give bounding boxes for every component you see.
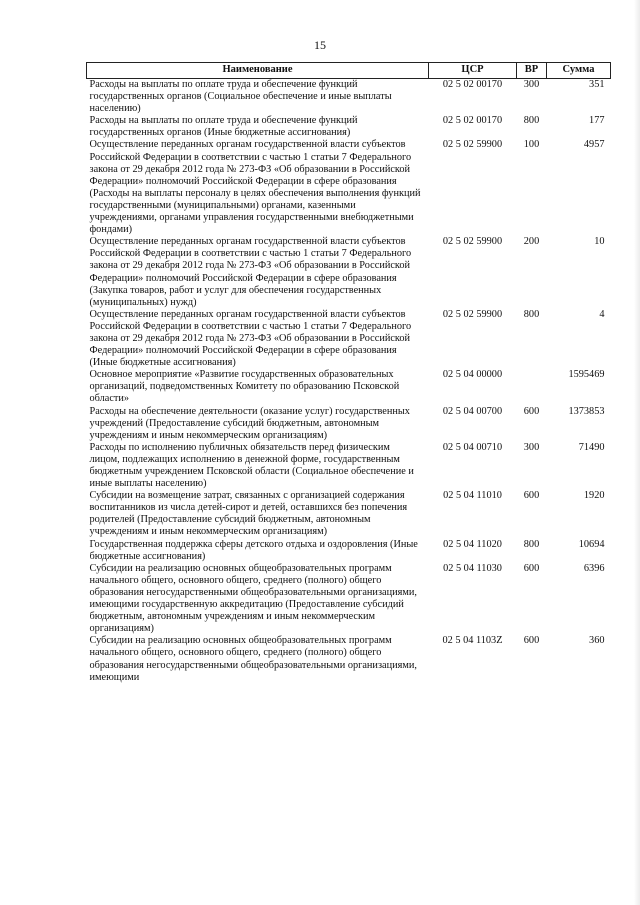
- row-csr: 02 5 04 00700: [442, 405, 503, 417]
- row-sum: 71490: [578, 441, 605, 453]
- row-sum: 6396: [583, 562, 605, 574]
- row-name: Осуществление переданных органам государственной власти субъектов Российской Федерации в соответствии с частью 1 статьи 7 Федерального закона от 29 декабря 2012 года № 273-ФЗ «Об образовании в Российской Федерации» полномочий Российской Федерации в сфере образования (Расходы на выплаты персоналу в целях обеспечения выполнения функций государственными (муниципальными) органами, казенными учреждениями, органами управления государственными внебюджетными фондами): [89, 139, 421, 236]
- row-sum: 4957: [583, 139, 605, 151]
- row-vr: [517, 369, 547, 405]
- page-number: 15: [314, 38, 326, 52]
- budget-table: [86, 62, 611, 684]
- row-vr: 100: [523, 139, 540, 151]
- row-name: Субсидии на возмещение затрат, связанных с организацией содержания воспитанников из числа детей-сирот и детей, оставшихся без попечения родителей (Предоставление субсидий бюджетным, автономным учреждениям и иным некоммерческим организациям): [89, 490, 408, 538]
- row-csr: 02 5 04 11010: [443, 490, 502, 502]
- row-name: Расходы на выплаты по оплате труда и обеспечение функций государственных органов (Иные бюджетные ассигнования): [89, 115, 358, 139]
- header-name: Наименование: [87, 63, 429, 79]
- row-csr: 02 5 02 00170: [442, 115, 503, 127]
- row-csr: 02 5 02 59900: [442, 236, 503, 248]
- table-row: [87, 309, 611, 369]
- row-name: Осуществление переданных органам государственной власти субъектов Российской Федерации в соответствии с частью 1 статьи 7 Федерального закона от 29 декабря 2012 года № 273-ФЗ «Об образовании в Российской Федерации» полномочий Российской Федерации в сфере образования (Иные бюджетные ассигнования): [89, 308, 412, 369]
- row-vr: 800: [523, 538, 540, 550]
- row-name: Субсидии на реализацию основных общеобразовательных программ начального общего, основного общего, среднего (полного) общего образования негосударственными общеобразовательными организациями, имеющими: [89, 635, 417, 683]
- row-csr: 02 5 02 59900: [442, 308, 503, 320]
- row-vr: 600: [523, 405, 540, 417]
- row-csr: 02 5 04 11020: [443, 538, 502, 550]
- row-sum: 360: [589, 635, 605, 647]
- table-row: [87, 115, 611, 139]
- row-name: Расходы на выплаты по оплате труда и обеспечение функций государственных органов (Социальное обеспечение и иные выплаты населению): [89, 79, 392, 115]
- table-row: [87, 406, 611, 442]
- row-sum: 1920: [583, 490, 605, 502]
- row-vr: 800: [523, 308, 540, 320]
- row-sum: 1595469: [568, 369, 605, 381]
- row-sum: 10: [594, 236, 605, 248]
- row-csr: 02 5 04 00710: [442, 441, 503, 453]
- row-csr: 02 5 02 59900: [442, 139, 503, 151]
- table-row: [87, 79, 611, 116]
- header-csr: ЦСР: [429, 63, 517, 79]
- table-row: [87, 490, 611, 538]
- row-vr: 600: [523, 635, 540, 647]
- table-row: [87, 635, 611, 683]
- row-name: Расходы по исполнению публичных обязательств перед физическим лицом, подлежащих исполнению в денежной форме, государственным бюджетным учреждением Псковской области (Социальное обеспечение и иные выплаты населению): [89, 441, 414, 490]
- row-csr: 02 5 04 00000: [442, 369, 503, 381]
- table-header-row: [87, 63, 611, 79]
- scan-edge-shadow: [634, 0, 640, 905]
- row-vr: 300: [523, 441, 540, 453]
- row-vr: 300: [523, 79, 540, 90]
- table-row: [87, 442, 611, 490]
- row-sum: 177: [589, 115, 605, 127]
- row-vr: 200: [523, 236, 540, 248]
- row-name: Осуществление переданных органам государственной власти субъектов Российской Федерации в соответствии с частью 1 статьи 7 Федерального закона от 29 декабря 2012 года № 273-ФЗ «Об образовании в Российской Федерации» полномочий Российской Федерации в сфере образования (Закупка товаров, работ и услуг для обеспечения государственных (муниципальных) нужд): [89, 236, 412, 308]
- row-vr: 800: [523, 115, 540, 127]
- table-row: [87, 236, 611, 309]
- row-sum: 10694: [578, 538, 605, 550]
- table-row: [87, 539, 611, 563]
- row-csr: 02 5 04 11030: [443, 562, 502, 574]
- header-sum: Сумма: [547, 63, 611, 79]
- table-row: [87, 563, 611, 636]
- row-vr: 600: [523, 490, 540, 502]
- table-row: [87, 139, 611, 236]
- row-vr: 600: [523, 562, 540, 574]
- row-sum: 351: [589, 79, 605, 90]
- table-row: [87, 369, 611, 405]
- row-csr: 02 5 04 1103Z: [442, 635, 503, 647]
- row-name: Государственная поддержка сферы детского отдыха и оздоровления (Иные бюджетные ассигнования): [89, 538, 418, 562]
- header-vr: ВР: [517, 63, 547, 79]
- row-name: Субсидии на реализацию основных общеобразовательных программ начального общего, основного общего, среднего (полного) общего образования негосударственными общеобразовательными организациями, имеющими государственную аккредитацию (Предоставление субсидий бюджетным, автономным учреждениям и иным некоммерческим организациям): [89, 562, 417, 635]
- row-sum: 1373853: [568, 405, 605, 417]
- row-csr: 02 5 02 00170: [442, 79, 503, 90]
- row-sum: 4: [599, 308, 605, 320]
- row-name: Расходы на обеспечение деятельности (оказание услуг) государственных учреждений (Предоставление субсидий бюджетным, автономным учреждениям и иным некоммерческим организациям): [89, 405, 410, 441]
- row-name: Основное мероприятие «Развитие государственных образовательных организаций, подведомственных Комитету по образованию Псковской области»: [89, 369, 400, 405]
